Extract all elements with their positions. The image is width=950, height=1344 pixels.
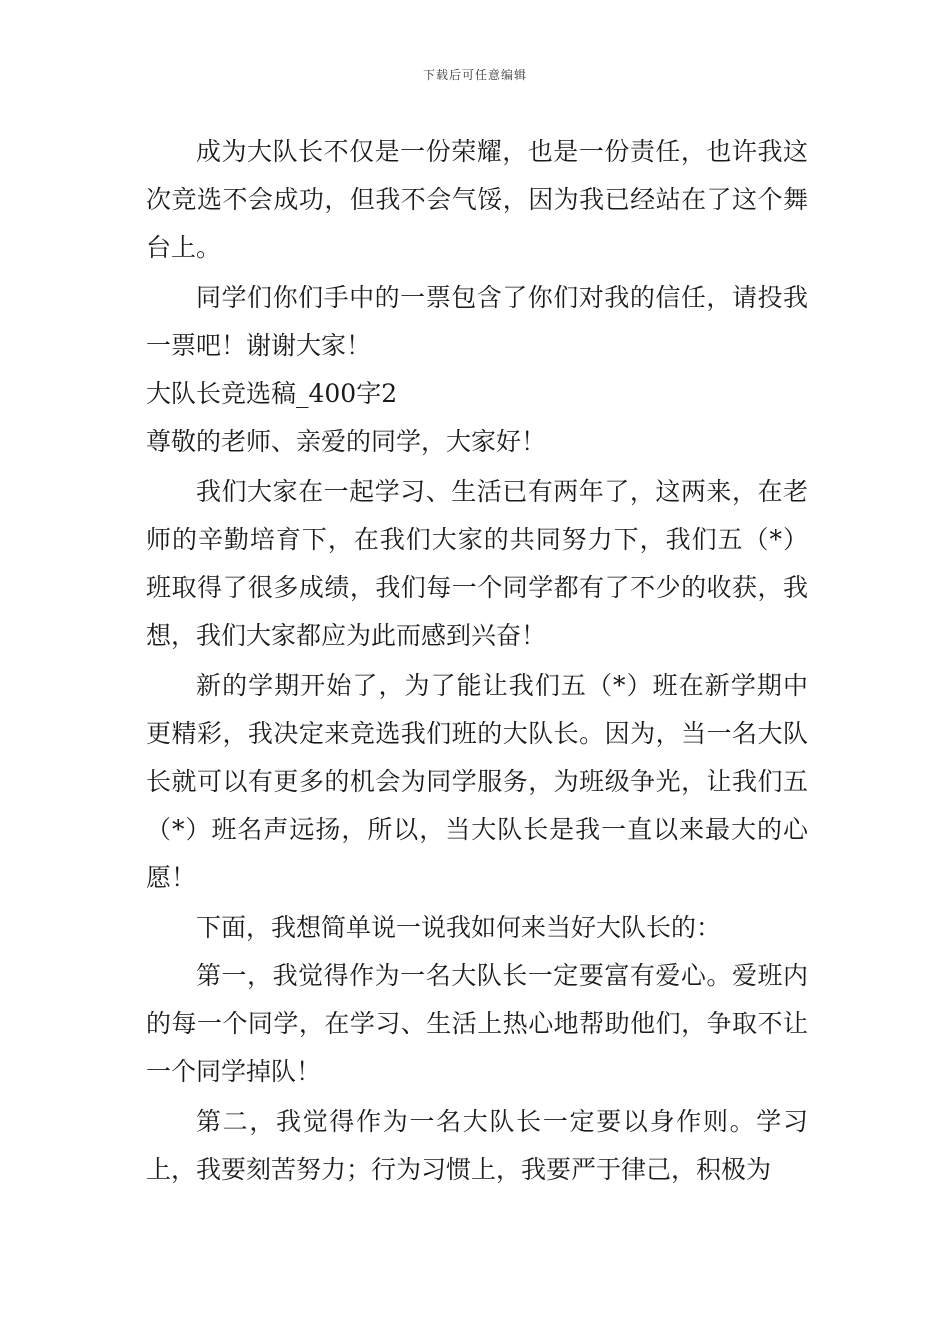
section-title: 大队长竞选稿_400字2 [146, 379, 398, 408]
paragraph-5: 下面，我想简单说一说我如何来当好大队长的： [196, 913, 722, 942]
document-body [146, 128, 808, 1194]
paragraph-6: 第一，我觉得作为一名大队长一定要富有爱心。爱班内的每一个同学，在学习、生活上热心地帮助他们，争取不让一个同学掉队！ [146, 961, 808, 1086]
paragraph-3: 我们大家在一起学习、生活已有两年了，这两来，在老师的辛勤培育下，在我们大家的共同努力下，我们五（*）班取得了很多成绩，我们每一个同学都有了不少的收获，我想，我们大家都应为此而感到兴奋！ [146, 477, 808, 650]
paragraph-2: 同学们你们手中的一票包含了你们对我的信任，请投我一票吧！谢谢大家！ [146, 283, 808, 360]
paragraph-7: 第二，我觉得作为一名大队长一定要以身作则。学习上，我要刻苦努力；行为习惯上，我要严于律己，积极为 [146, 1107, 808, 1184]
page-header: 下载后可任意编辑 [422, 68, 527, 82]
paragraph-4: 新的学期开始了，为了能让我们五（*）班在新学期中更精彩，我决定来竞选我们班的大队长。因为，当一名大队长就可以有更多的机会为同学服务，为班级争光，让我们五（*）班名声远扬，所以，当大队长是我一直以来最大的心愿！ [146, 671, 808, 892]
paragraph-1: 成为大队长不仅是一份荣耀，也是一份责任，也许我这次竞选不会成功，但我不会气馁，因为我已经站在了这个舞台上。 [146, 137, 808, 262]
salutation: 尊敬的老师、亲爱的同学，大家好！ [146, 427, 547, 456]
